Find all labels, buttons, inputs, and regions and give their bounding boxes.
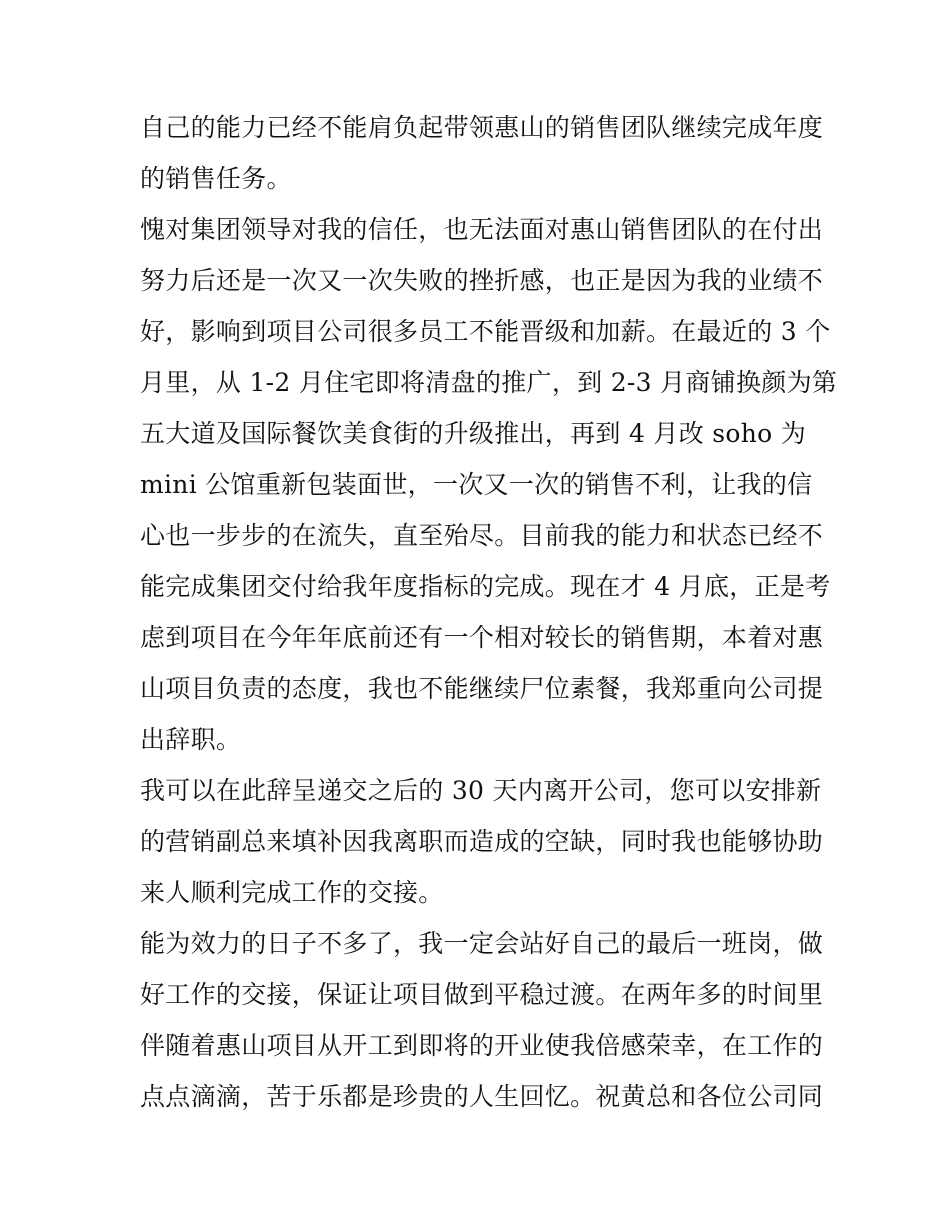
text-line: 出辞职。 — [140, 725, 242, 754]
text-line: 虑到项目在今年年底前还有一个相对较长的销售期，本着对惠 — [140, 623, 824, 652]
text-line: 的营销副总来填补因我离职而造成的空缺，同时我也能够协助 — [140, 827, 824, 856]
text-line: 能完成集团交付给我年度指标的完成。现在才 4 月底，正是考 — [140, 572, 831, 601]
text-line: 好，影响到项目公司很多员工不能晋级和加薪。在最近的 3 个 — [140, 317, 831, 346]
text-line: 山项目负责的态度，我也不能继续尸位素餐，我郑重向公司提 — [140, 674, 824, 703]
text-line: 努力后还是一次又一次失败的挫折感，也正是因为我的业绩不 — [140, 266, 824, 295]
text-line: mini 公馆重新包装面世，一次又一次的销售不利，让我的信 — [140, 470, 813, 499]
text-line: 心也一步步的在流失，直至殆尽。目前我的能力和状态已经不 — [140, 521, 824, 550]
text-line: 能为效力的日子不多了，我一定会站好自己的最后一班岗，做 — [140, 929, 824, 958]
text-line: 自己的能力已经不能肩负起带领惠山的销售团队继续完成年度 — [140, 113, 824, 142]
text-line: 愧对集团领导对我的信任，也无法面对惠山销售团队的在付出 — [140, 215, 824, 244]
text-line: 点点滴滴，苦于乐都是珍贵的人生回忆。祝黄总和各位公司同 — [140, 1082, 824, 1111]
text-line: 我可以在此辞呈递交之后的 30 天内离开公司，您可以安排新 — [140, 776, 822, 805]
text-line: 的销售任务。 — [140, 164, 292, 193]
text-line: 伴随着惠山项目从开工到即将的开业使我倍感荣幸，在工作的 — [140, 1031, 824, 1060]
text-line: 月里，从 1-2 月住宅即将清盘的推广，到 2-3 月商铺换颜为第 — [140, 368, 838, 397]
text-line: 好工作的交接，保证让项目做到平稳过渡。在两年多的时间里 — [140, 980, 824, 1009]
text-line: 来人顺利完成工作的交接。 — [140, 878, 444, 907]
text-line: 五大道及国际餐饮美食街的升级推出，再到 4 月改 soho 为 — [140, 419, 807, 448]
